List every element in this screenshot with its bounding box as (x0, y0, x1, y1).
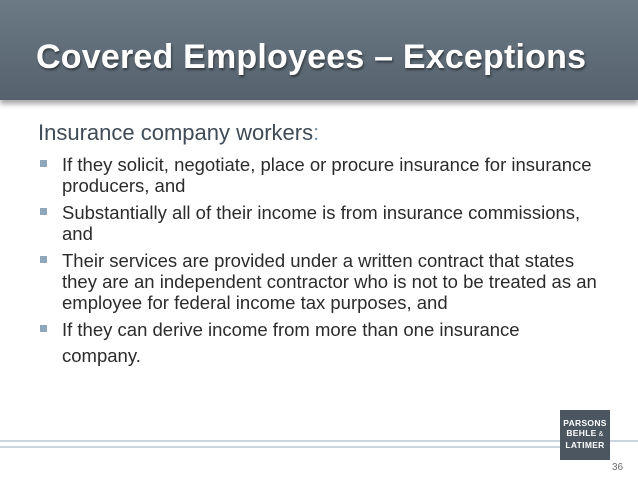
logo-ampersand: & (598, 431, 604, 438)
slide-heading (38, 120, 319, 146)
bullet-text: Their services are provided under a written contract that states they are an independent contractor who is not to be treated as an employee for federal income tax purposes, and (62, 250, 597, 313)
bullet-item (38, 202, 598, 244)
square-bullet-icon (40, 208, 47, 215)
slide-title: Covered Employees – Exceptions (36, 38, 587, 76)
bullet-text: If they can derive income from more than one insurance company. (62, 319, 520, 366)
heading-text: Insurance company workers (38, 120, 314, 145)
logo-line-1: PARSONS (563, 418, 607, 428)
bullet-item (38, 154, 598, 196)
bullet-item (38, 317, 598, 369)
bullet-text: If they solicit, negotiate, place or procure insurance for insurance producers, and (62, 154, 592, 196)
bullet-list (38, 154, 598, 375)
logo-line-2 (560, 428, 610, 440)
footer-rule (0, 440, 638, 442)
page-number: 36 (612, 462, 624, 473)
square-bullet-icon (40, 256, 47, 263)
bullet-text: Substantially all of their income is from insurance commissions, and (62, 202, 581, 244)
heading-colon: : (313, 120, 320, 145)
company-logo (560, 410, 610, 460)
bullet-item (38, 250, 598, 313)
logo-line-3: LATIMER (565, 440, 605, 450)
logo-word-behle: BEHLE (566, 428, 597, 438)
title-bar (0, 0, 638, 100)
square-bullet-icon (40, 325, 47, 332)
square-bullet-icon (40, 160, 47, 167)
footer-rule-secondary (0, 446, 560, 448)
